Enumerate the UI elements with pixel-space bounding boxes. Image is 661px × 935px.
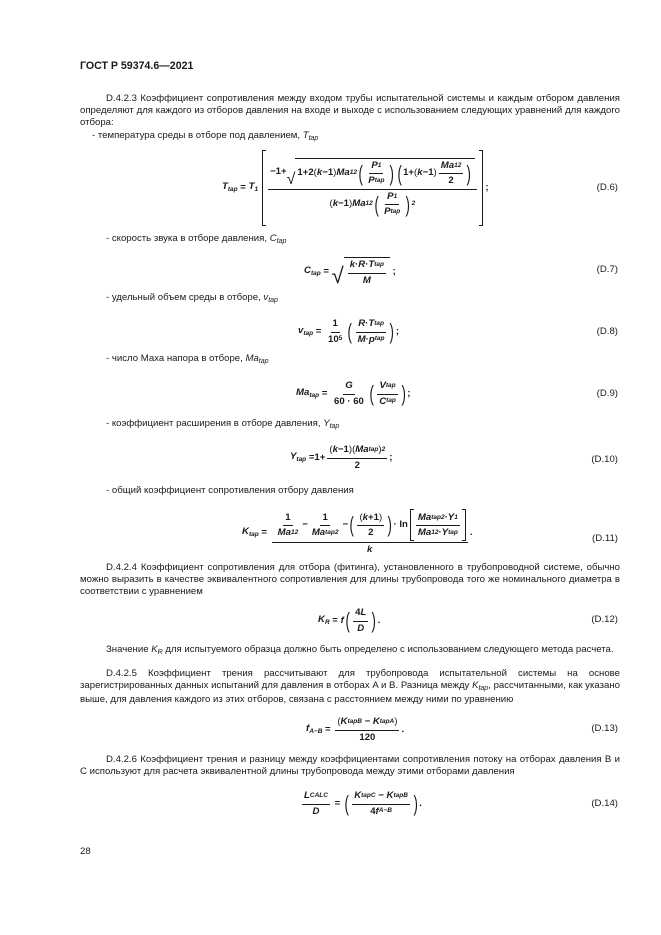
equation-number-d7: (D.7) [596, 264, 618, 275]
paragraph-d426: D.4.2.6 Коэффициент трения и разницу между коэффициентами сопротивления потоку на отборах давления B и C используют для расчета эквивалентной длины трубопровода между этими отборами давления [80, 754, 620, 778]
equation-number-d6: (D.6) [596, 182, 618, 193]
item-sound-speed: - скорость звука в отборе давления, $C_{tap}$ [106, 233, 287, 245]
item-specific-volume: - удельный объем среды в отборе, $v_{tap}$ [106, 292, 278, 304]
page-number: 28 [80, 846, 91, 857]
equation-number-d11: (D.11) [592, 533, 618, 544]
formula-d10: $Y_{tap}$ =1+ ( k −1 ) ( Ma tap ) 2 2 ; [290, 444, 393, 471]
document-header: ГОСТ Р 59374.6—2021 [80, 60, 194, 72]
paragraph-kr-value: Значение $K_R$ для испытуемого образца должно быть определено с использованием следующего метода расчета. [106, 644, 614, 656]
equation-number-d10: (D.10) [591, 454, 618, 465]
item-temperature: - температура среды в отборе под давлением, $T_{tap}$ [92, 130, 319, 142]
formula-d9: $Ma_{tap}$ = $\frac{G}{60 \cdot 60}$ ( V tap C tap ) ; [296, 380, 411, 407]
formula-d7: $C_{tap}$ = √ k · R · T tap M ; [304, 259, 396, 288]
paragraph-d425: D.4.2.5 Коэффициент трения рассчитывают для трубопровода испытательной системы на основе зарегистрированных данных испытаний для давления в отборах A и B. Разница между $K_{tap}$, рассчитанными, как указано выше, для давления каждого из этих отборов, связана с расстоянием между ними по уравнению [80, 668, 620, 706]
formula-d11: $K_{tap}$ = 1 Ma 1 2 − 1 Ma tap 2 − ( ( k +1 ) 2 ) · ln Ma tap 2 · Y 1 Ma 1 2 · Y tap k . [242, 506, 472, 560]
paragraph-d424: D.4.2.4 Коэффициент сопротивления для отбора (фитинга), установленного в трубопроводной системе, обычно можно выразить в качестве эквивалентного сопротивления для длины трубопровода того же номинального диаметра в соответствии с уравнением [80, 562, 620, 598]
formula-d12: $K_R$ = f ( 4 L D ) . [318, 607, 381, 634]
item-total-resistance: - общий коэффициент сопротивления отбору давления [106, 485, 354, 496]
equation-number-d13: (D.13) [591, 723, 618, 734]
equation-number-d9: (D.9) [596, 388, 618, 399]
item-mach-number: - число Маха напора в отборе, $Ma_{tap}$ [106, 353, 269, 365]
formula-d8: $v_{tap}$ = 1 10 5 ( R · T tap M · p tap ) ; [298, 318, 400, 345]
item-expansion-coefficient: - коэффициент расширения в отборе давления, $Y_{tap}$ [106, 418, 340, 430]
equation-number-d8: (D.8) [596, 326, 618, 337]
equation-number-d12: (D.12) [591, 614, 618, 625]
formula-d14: L CALC D = ( K tapC − K tapB 4 f A−B ) . [304, 790, 422, 817]
paragraph-d423: D.4.2.3 Коэффициент сопротивления между входом трубы испытательной системы и каждым отбором давления определяют для каждого из отборов давления на входе и выходе с использованием следующих уравнений для каждого отбора: [80, 93, 620, 129]
formula-d13: $f_{A-B}$ = ( K tapB − K tapA ) 120 . [306, 716, 405, 743]
formula-d6: $T_{tap}$ = $T_1$ −1+ √ 1+2 ( k −1 ) Ma 1 2 ( P 1 P tap ) ( 1+ ( k −1 ) Ma 1 2 2 ) ( k −1 ) Ma 1 2 ( P 1 P tap ) 2 ; [222, 150, 489, 226]
equation-number-d14: (D.14) [591, 798, 618, 809]
